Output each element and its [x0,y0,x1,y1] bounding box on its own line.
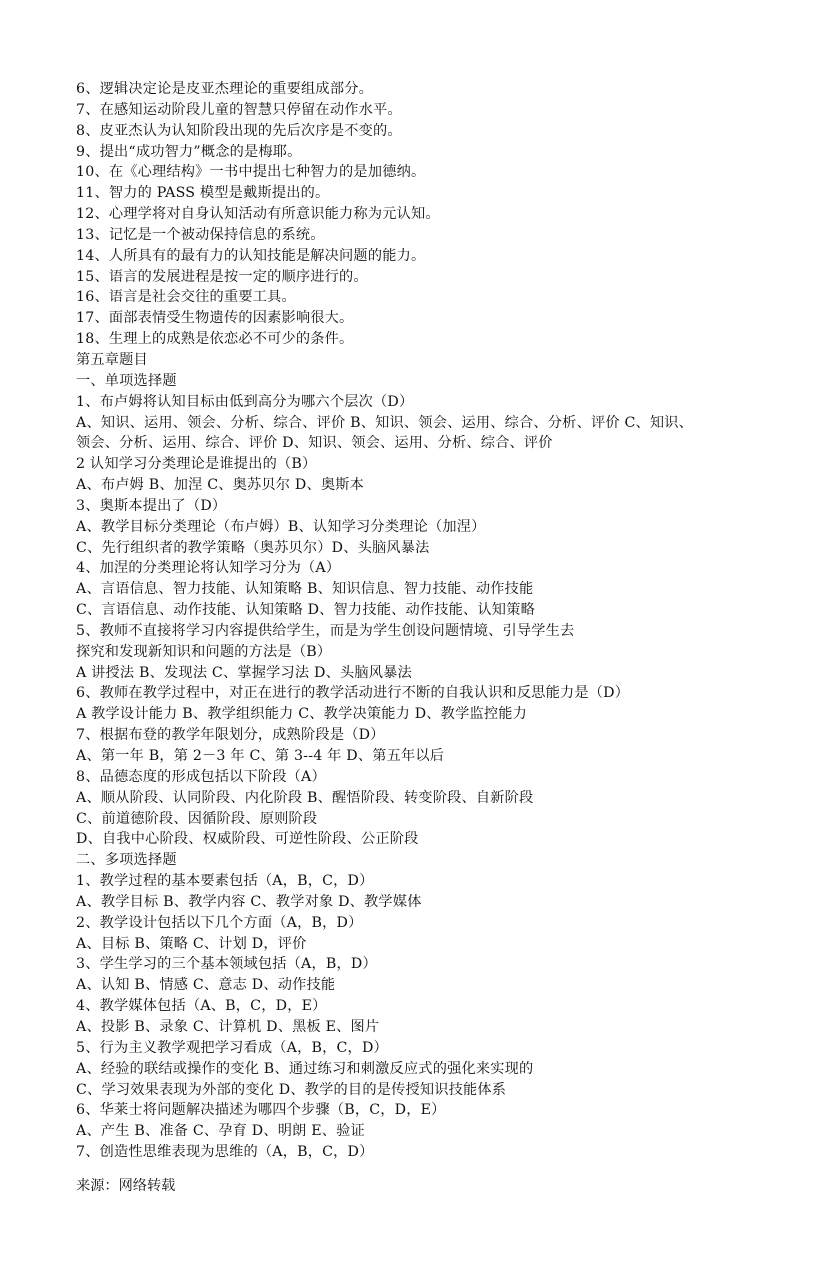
text-line: 13、记忆是一个被动保持信息的系统。 [76,226,325,243]
text-line: 二、多项选择题 [76,852,177,869]
text-line: 12、心理学将对自身认知活动有所意识能力称为元认知。 [76,206,440,223]
text-line: C、言语信息、动作技能、认知策略 D、智力技能、动作技能、认知策略 [76,602,535,619]
text-line: A、教学目标分类理论（布卢姆）B、认知学习分类理论（加涅） [76,518,486,535]
text-line: 领会、分析、运用、综合、评价 D、知识、领会、运用、分析、综合、评价 [76,435,553,452]
text-line: A、投影 B、录象 C、计算机 D、黑板 E、图片 [76,1018,380,1035]
text-line: 5、教师不直接将学习内容提供给学生，而是为学生创设问题情境、引导学生去 [76,622,575,639]
text-line: 第五章题目 [76,351,148,368]
text-line: A 讲授法 B、发现法 C、掌握学习法 D、头脑风暴法 [76,664,412,681]
text-line: 4、加涅的分类理论将认知学习分为（A） [76,560,341,577]
text-line: 17、面部表情受生物遗传的因素影响很大。 [76,310,354,327]
source-note: 来源：网络转载 [76,1178,176,1194]
text-line: 5、行为主义教学观把学习看成（A，B，C，D） [76,1039,388,1056]
text-line: 2 认知学习分类理论是谁提出的（B） [76,456,317,473]
text-line: 7、根据布登的教学年限划分，成熟阶段是（D） [76,727,385,744]
text-line: A、知识、运用、领会、分析、综合、评价 B、知识、领会、运用、综合、分析、评价 C、知识、 [76,414,694,431]
text-line: 15、语言的发展进程是按一定的顺序进行的。 [76,268,368,285]
text-line: D、自我中心阶段、权威阶段、可逆性阶段、公正阶段 [76,831,419,848]
text-line: C、先行组织者的教学策略（奥苏贝尔）D、头脑风暴法 [76,539,430,556]
text-line: A 教学设计能力 B、教学组织能力 C、教学决策能力 D、教学监控能力 [76,706,528,723]
text-line: 3、奥斯本提出了（D） [76,497,227,514]
text-line: 8、皮亚杰认为认知阶段出现的先后次序是不变的。 [76,122,402,139]
text-line: C、学习效果表现为外部的变化 D、教学的目的是传授知识技能体系 [76,1081,507,1098]
text-line: 18、生理上的成熟是依恋必不可少的条件。 [76,331,354,348]
text-line: A、教学目标 B、教学内容 C、教学对象 D、教学媒体 [76,893,422,910]
text-line: 9、提出“成功智力”概念的是梅耶。 [76,143,302,160]
text-line: 7、创造性思维表现为思维的（A，B，C，D） [76,1144,374,1161]
text-line: 16、语言是社会交往的重要工具。 [76,289,296,306]
text-line: 6、教师在教学过程中，对正在进行的教学活动进行不断的自我认识和反思能力是（D） [76,685,630,702]
text-line: 14、人所具有的最有力的认知技能是解决问题的能力。 [76,247,426,264]
text-line: 探究和发现新知识和问题的方法是（B） [76,643,332,660]
text-line: 6、华莱士将问题解决描述为哪四个步骤（B，C，D，E） [76,1102,446,1119]
text-line: A、布卢姆 B、加涅 C、奥苏贝尔 D、奥斯本 [76,477,365,494]
text-line: A、顺从阶段、认同阶段、内化阶段 B、醒悟阶段、转变阶段、自新阶段 [76,789,534,806]
text-line: A、经验的联结或操作的变化 B、通过练习和刺激反应式的强化来实现的 [76,1060,534,1077]
text-line: 11、智力的 PASS 模型是戴斯提出的。 [76,185,330,202]
text-line: 4、教学媒体包括（A、B，C，D，E） [76,998,327,1015]
text-line: A、认知 B、情感 C、意志 D、动作技能 [76,977,336,994]
text-line: 7、在感知运动阶段儿童的智慧只停留在动作水平。 [76,101,402,118]
text-line: 10、在《心理结构》一书中提出七种智力的是加德纳。 [76,164,426,181]
text-line: 8、品德态度的形成包括以下阶段（A） [76,768,326,785]
text-line: 一、单项选择题 [76,372,177,389]
text-line: 2、教学设计包括以下几个方面（A，B，D） [76,914,363,931]
text-line: A、目标 B、策略 C、计划 D，评价 [76,935,307,952]
text-line: C、前道德阶段、因循阶段、原则阶段 [76,810,318,827]
text-line: A、第一年 B，第 2－3 年 C、第 3--4 年 D、第五年以后 [76,748,445,764]
text-line: 1、教学过程的基本要素包括（A，B，C，D） [76,873,374,890]
text-line: 3、学生学习的三个基本领域包括（A，B，D） [76,956,377,973]
text-line: A、产生 B、准备 C、孕育 D、明朗 E、验证 [76,1123,365,1140]
text-line: 1、布卢姆将认知目标由低到高分为哪六个层次（D） [76,393,414,410]
document-body [76,79,816,1163]
text-line: 6、逻辑决定论是皮亚杰理论的重要组成部分。 [76,81,373,97]
text-line: A、言语信息、智力技能、认知策略 B、知识信息、智力技能、动作技能 [76,581,534,598]
